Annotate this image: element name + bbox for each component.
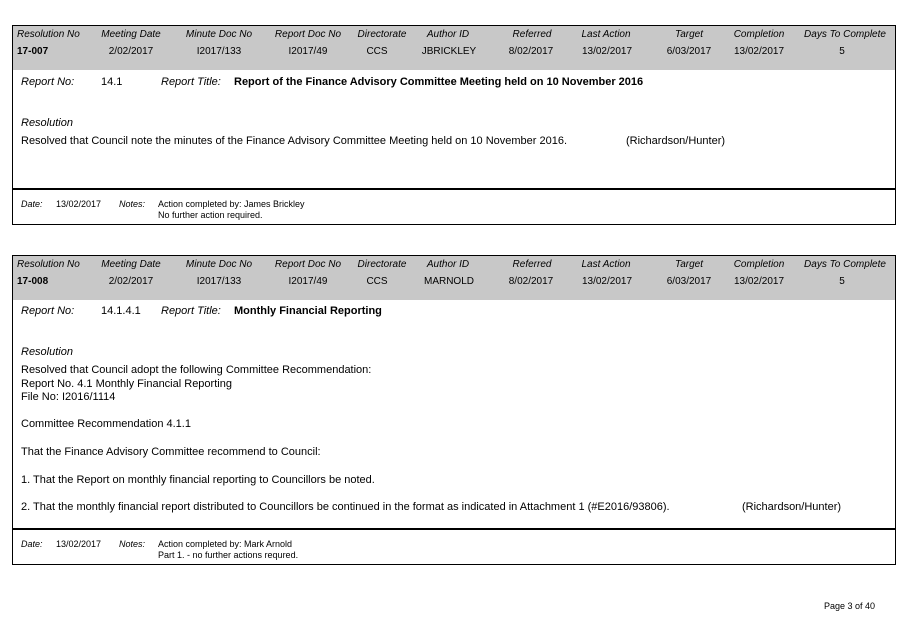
last-action-date: 13/02/2017 — [581, 276, 633, 287]
author-id: MARNOLD — [423, 276, 475, 287]
target-date: 6/03/2017 — [666, 46, 712, 57]
header-meeting-date: Meeting Date — [101, 29, 161, 40]
header-resolution-no: Resolution No — [17, 259, 80, 270]
resolution-text: That the Finance Advisory Committee recommend to Council: — [21, 446, 321, 458]
note-date: 13/02/2017 — [56, 539, 102, 549]
resolution-text: Resolved that Council adopt the following Committee Recommendation: — [21, 364, 372, 376]
header-target: Target — [675, 259, 703, 270]
resolution-text: 2. That the monthly financial report distributed to Councillors be continued in the format as indicated in Attachment 1 (#E2016/93806). — [21, 501, 670, 513]
resolution-heading: Resolution — [21, 346, 73, 358]
page-number: Page 3 of 40 — [823, 601, 875, 611]
header-directorate: Directorate — [357, 259, 407, 270]
directorate: CCS — [366, 46, 388, 57]
date-label: Date: — [21, 539, 43, 549]
resolution-text: File No: I2016/1114 — [21, 391, 116, 403]
notes-label: Notes: — [119, 199, 146, 209]
report-doc-no: I2017/49 — [288, 46, 328, 57]
resolution-number: 17-008 — [17, 276, 49, 287]
notes-label: Notes: — [119, 539, 146, 549]
minute-doc-no: I2017/133 — [196, 276, 242, 287]
report-title: Monthly Financial Reporting — [234, 305, 382, 317]
note-line: Action completed by: James Brickley — [158, 199, 305, 209]
record-header — [12, 255, 896, 301]
header-last-action: Last Action — [581, 259, 631, 270]
referred-date: 8/02/2017 — [508, 276, 554, 287]
resolution-number: 17-007 — [17, 46, 49, 57]
header-author-id: Author ID — [426, 259, 470, 270]
resolution-text: Resolved that Council note the minutes of the Finance Advisory Committee Meeting held on 10 November 2016. — [21, 135, 568, 147]
header-meeting-date: Meeting Date — [101, 259, 161, 270]
author-id: JBRICKLEY — [421, 46, 477, 57]
resolution-text: 1. That the Report on monthly financial reporting to Councillors be noted. — [21, 474, 375, 486]
record-header — [12, 25, 896, 71]
header-last-action: Last Action — [581, 29, 631, 40]
last-action-date: 13/02/2017 — [581, 46, 633, 57]
header-report-doc-no: Report Doc No — [274, 29, 342, 40]
header-referred: Referred — [512, 259, 552, 270]
header-referred: Referred — [512, 29, 552, 40]
header-minute-doc-no: Minute Doc No — [185, 29, 253, 40]
resolution-heading: Resolution — [21, 117, 73, 129]
report-no: 14.1 — [101, 76, 123, 88]
completion-date: 13/02/2017 — [733, 276, 785, 287]
header-days-to-complete: Days To Complete — [804, 29, 886, 40]
meeting-date: 2/02/2017 — [108, 46, 154, 57]
note-line: Action completed by: Mark Arnold — [158, 539, 293, 549]
resolution-record-17-007 — [12, 25, 896, 225]
report-doc-no: I2017/49 — [288, 276, 328, 287]
header-completion: Completion — [733, 259, 785, 270]
header-directorate: Directorate — [357, 29, 407, 40]
date-label: Date: — [21, 199, 43, 209]
meeting-date: 2/02/2017 — [108, 276, 154, 287]
resolution-record-17-008 — [12, 255, 896, 566]
header-completion: Completion — [733, 29, 785, 40]
report-no-label: Report No: — [21, 76, 75, 88]
report-title-label: Report Title: — [161, 305, 221, 317]
header-days-to-complete: Days To Complete — [804, 259, 886, 270]
header-resolution-no: Resolution No — [17, 29, 80, 40]
header-target: Target — [675, 29, 703, 40]
header-minute-doc-no: Minute Doc No — [185, 259, 253, 270]
record-body — [12, 70, 896, 189]
directorate: CCS — [366, 276, 388, 287]
resolution-text: Committee Recommendation 4.1.1 — [21, 418, 191, 430]
minute-doc-no: I2017/133 — [196, 46, 242, 57]
report-title-label: Report Title: — [161, 76, 221, 88]
record-notes — [12, 188, 896, 225]
header-report-doc-no: Report Doc No — [274, 259, 342, 270]
target-date: 6/03/2017 — [666, 276, 712, 287]
days-to-complete: 5 — [839, 46, 845, 57]
note-date: 13/02/2017 — [56, 199, 102, 209]
report-title: Report of the Finance Advisory Committee Meeting held on 10 November 2016 — [234, 76, 644, 88]
report-no: 14.1.4.1 — [101, 305, 141, 317]
completion-date: 13/02/2017 — [733, 46, 785, 57]
header-author-id: Author ID — [426, 29, 470, 40]
note-line: Part 1. - no further actions requred. — [158, 550, 299, 560]
note-line: No further action required. — [158, 210, 263, 220]
days-to-complete: 5 — [839, 276, 845, 287]
record-notes — [12, 528, 896, 565]
resolution-text: Report No. 4.1 Monthly Financial Reporting — [21, 378, 232, 390]
referred-date: 8/02/2017 — [508, 46, 554, 57]
report-no-label: Report No: — [21, 305, 75, 317]
mover-seconder: (Richardson/Hunter) — [626, 135, 726, 147]
mover-seconder: (Richardson/Hunter) — [742, 501, 842, 513]
record-body — [12, 300, 896, 529]
